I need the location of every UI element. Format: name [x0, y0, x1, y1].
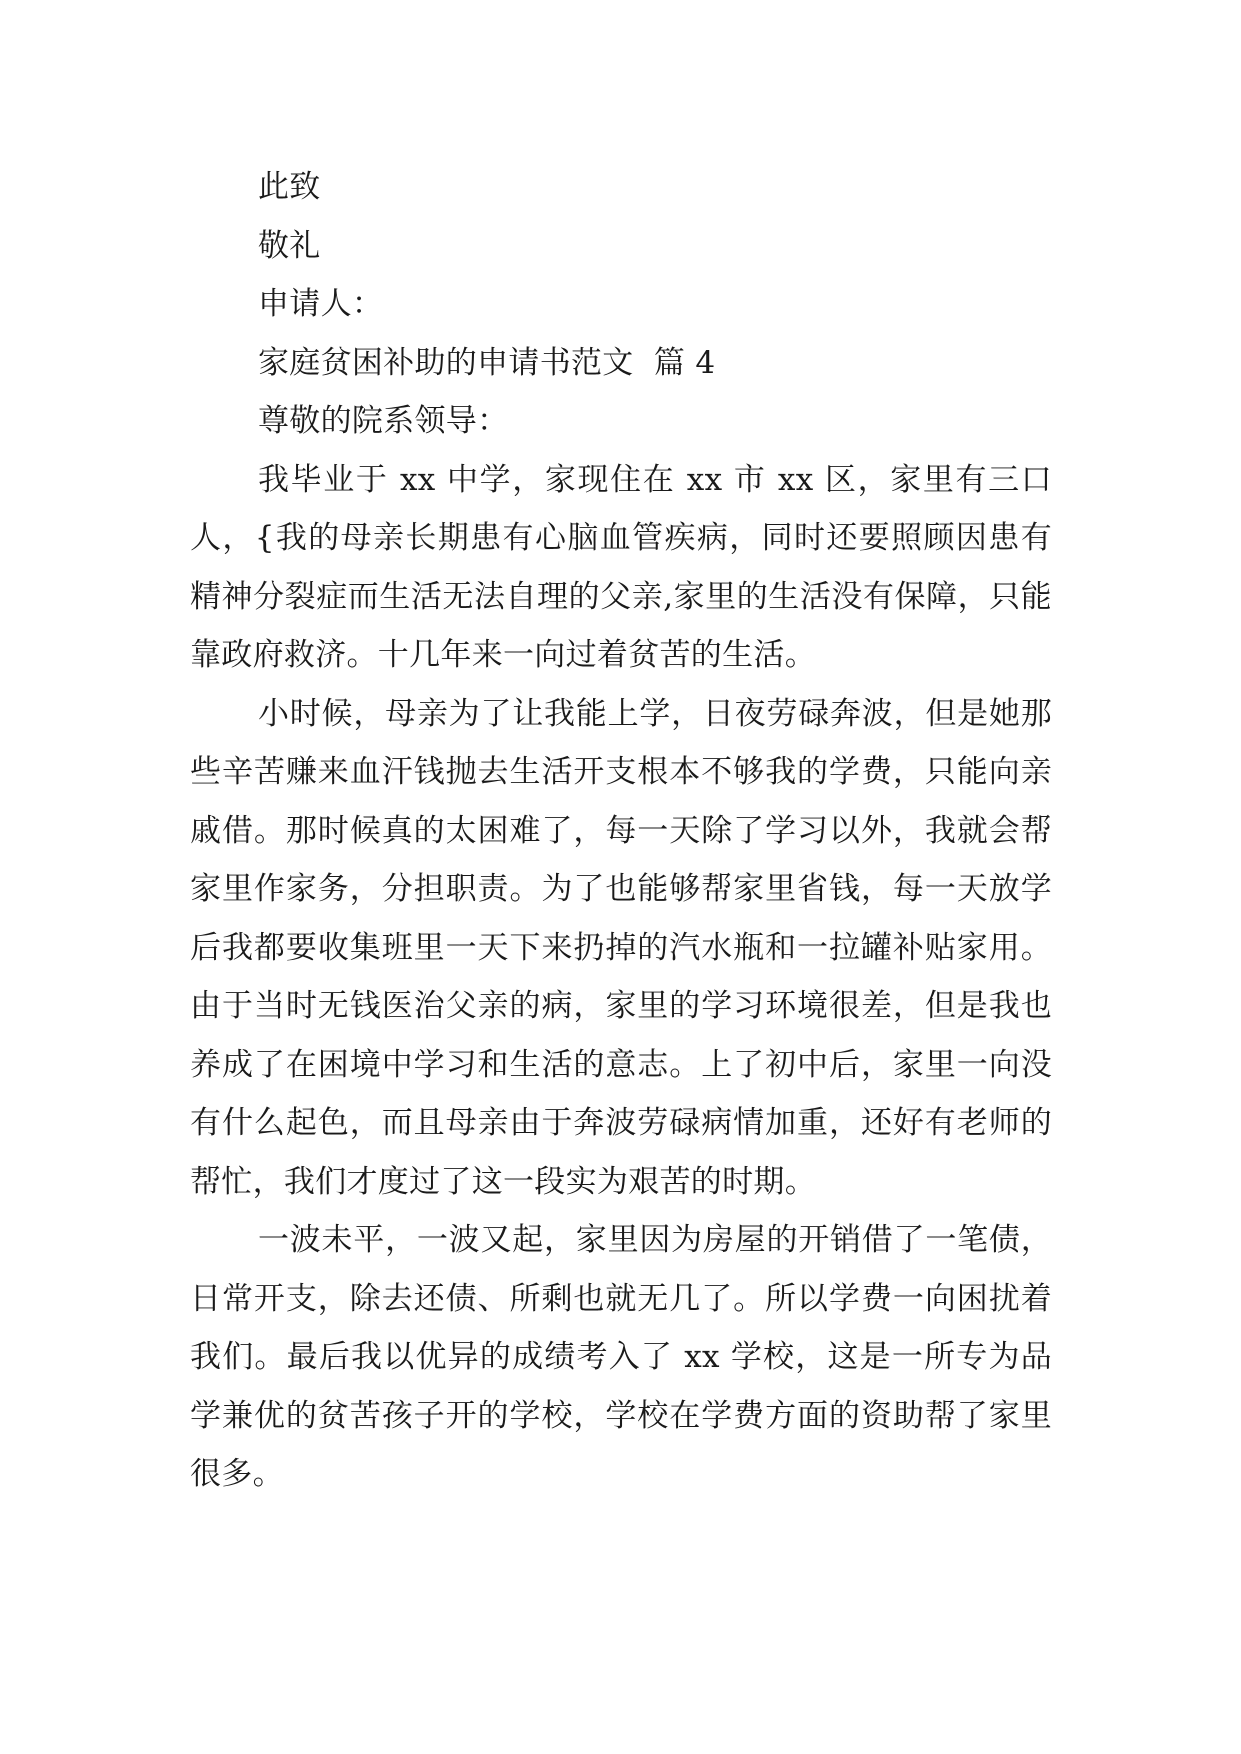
closing-line: 此致 [258, 169, 321, 205]
section-title: 家庭贫困补助的申请书范文 篇 4 [258, 344, 716, 381]
paragraph-1: 我毕业于 xx 中学，家现住在 xx 市 xx 区，家里有三口人，{我的母亲长期患有心脑血管疾病，同时还要照顾因患有精神分裂症而生活无法自理的父亲,家里的生活没有保障，只能靠政府救济。十几年来一向过着贫苦的生活。 [190, 461, 1052, 673]
document-body [190, 158, 1052, 1504]
salute-line: 敬礼 [258, 227, 321, 264]
greeting-line: 尊敬的院系领导： [258, 403, 509, 439]
applicant-line: 申请人： [258, 286, 384, 322]
paragraph-2: 小时候，母亲为了让我能上学，日夜劳碌奔波，但是她那些辛苦赚来血汗钱抛去生活开支根本不够我的学费，只能向亲戚借。那时候真的太困难了，每一天除了学习以外，我就会帮家里作家务，分担职责。为了也能够帮家里省钱，每一天放学后我都要收集班里一天下来扔掉的汽水瓶和一拉罐补贴家用。由于当时无钱医治父亲的病，家里的学习环境很差，但是我也养成了在困境中学习和生活的意志。上了初中后，家里一向没有什么起色，而且母亲由于奔波劳碌病情加重，还好有老师的帮忙，我们才度过了这一段实为艰苦的时期。 [190, 695, 1052, 1200]
paragraph-3: 一波未平，一波又起，家里因为房屋的开销借了一笔债，日常开支，除去还债、所剩也就无几了。所以学费一向困扰着我们。最后我以优异的成绩考入了 xx 学校，这是一所专为品学兼优的贫苦孩子开的学校，学校在学费方面的资助帮了家里很多。 [190, 1222, 1052, 1492]
